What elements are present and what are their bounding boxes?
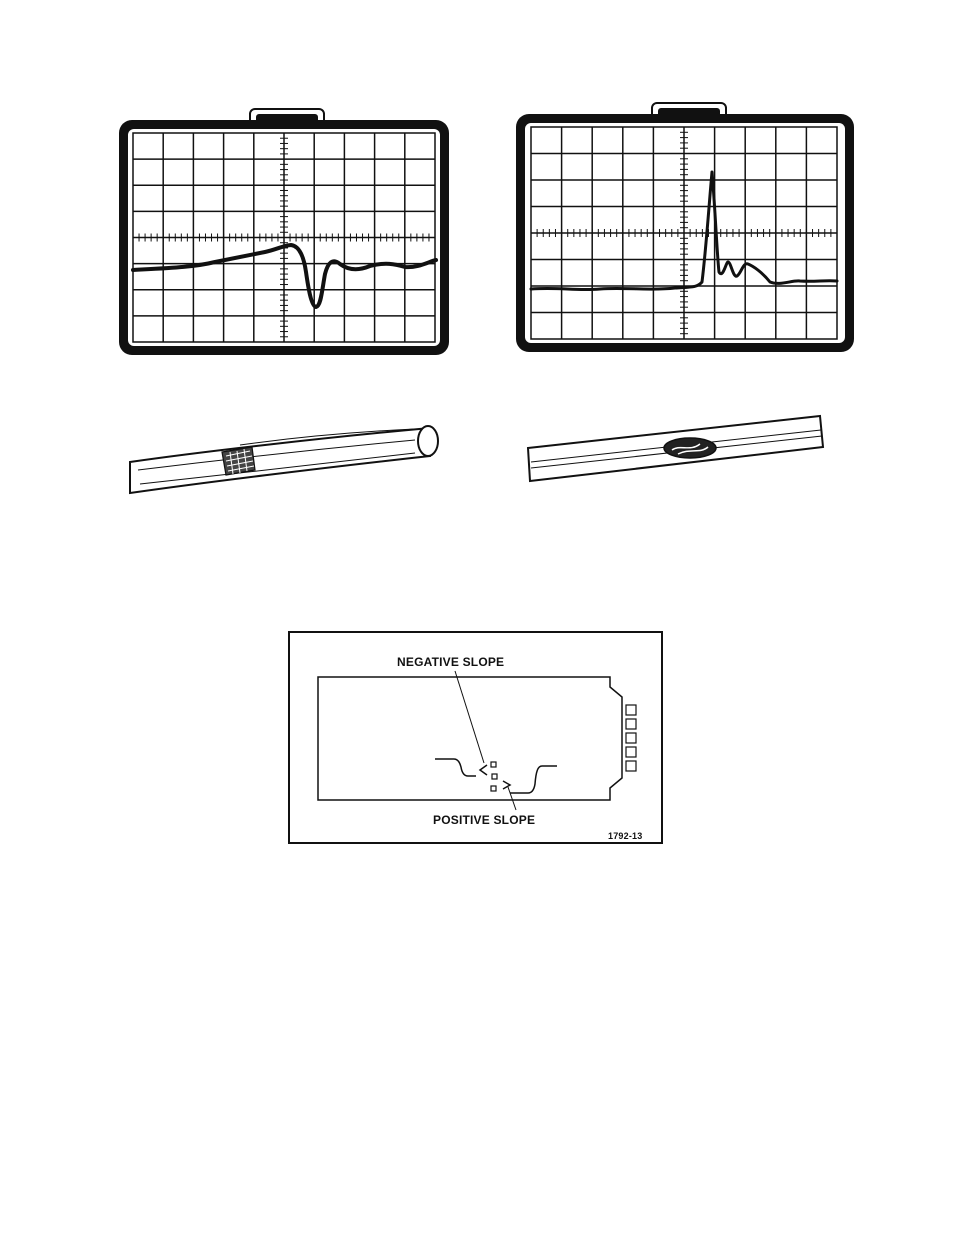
right-oscilloscope — [516, 103, 854, 352]
left-oscilloscope — [119, 109, 449, 355]
positive-slope-label: POSITIVE SLOPE — [433, 813, 536, 827]
circuit-board-callout — [288, 631, 663, 844]
flat-cable-drawing — [528, 416, 823, 481]
positive-slope-waveform — [510, 766, 557, 793]
negative-slope-waveform — [435, 759, 476, 776]
burn-damage-patch — [222, 447, 255, 475]
edge-connector-pads — [626, 705, 636, 771]
slope-jumper-pins — [491, 762, 497, 791]
positive-slope-leader-line — [508, 787, 516, 810]
figure-number: 1792-13 — [608, 831, 643, 841]
negative-slope-leader-line — [455, 671, 484, 763]
scope-and-cable-drawing — [0, 0, 954, 520]
negative-slope-label: NEGATIVE SLOPE — [397, 655, 505, 669]
circuit-board-outline — [318, 677, 622, 800]
cable-fault-illustrations — [0, 0, 954, 520]
damaged-cable-drawing — [130, 426, 438, 493]
